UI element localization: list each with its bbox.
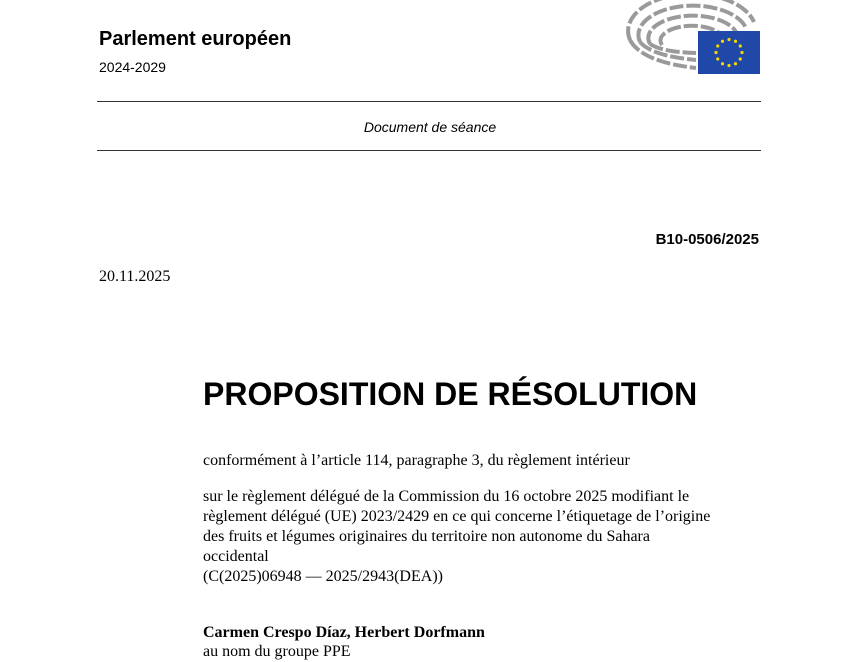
authors: Carmen Crespo Díaz, Herbert Dorfmann (203, 624, 485, 641)
eu-star-icon (716, 44, 719, 47)
document-reference: B10-0506/2025 (655, 231, 759, 248)
eu-star-icon (734, 40, 737, 43)
subject-line: règlement délégué (UE) 2023/2429 en ce qui concerne l’étiquetage de l’origine (203, 508, 711, 525)
procedural-basis: conformément à l’article 114, paragraphe 3, du règlement intérieur (203, 452, 630, 469)
subject-line: des fruits et légumes originaires du territoire non autonome du Sahara (203, 528, 650, 545)
document-date: 20.11.2025 (99, 268, 171, 285)
eu-star-icon (734, 62, 737, 65)
parliamentary-term: 2024-2029 (99, 59, 166, 75)
document-title: PROPOSITION DE RÉSOLUTION (203, 376, 698, 412)
eu-star-icon (716, 57, 719, 60)
eu-star-icon (727, 64, 730, 67)
subject-line: occidental (203, 548, 269, 565)
eu-star-icon (714, 51, 717, 54)
subject (203, 487, 710, 587)
document-type: Document de séance (363, 119, 497, 135)
eu-star-icon (740, 51, 743, 54)
subject-line: sur le règlement délégué de la Commission du 16 octobre 2025 modifiant le (203, 488, 690, 505)
eu-star-icon (727, 38, 730, 41)
subject-line: (C(2025)06948 — 2025/2943(DEA)) (203, 568, 443, 585)
eu-star-icon (739, 44, 742, 47)
political-group: au nom du groupe PPE (203, 643, 351, 660)
eu-star-icon (739, 57, 742, 60)
eu-star-icon (721, 40, 724, 43)
header-divider-bottom (97, 150, 761, 151)
header-divider-top (97, 101, 761, 102)
european-parliament-logo (622, 0, 762, 76)
eu-flag-icon (698, 31, 760, 74)
institution-name: Parlement européen (99, 28, 292, 50)
eu-star-icon (721, 62, 724, 65)
